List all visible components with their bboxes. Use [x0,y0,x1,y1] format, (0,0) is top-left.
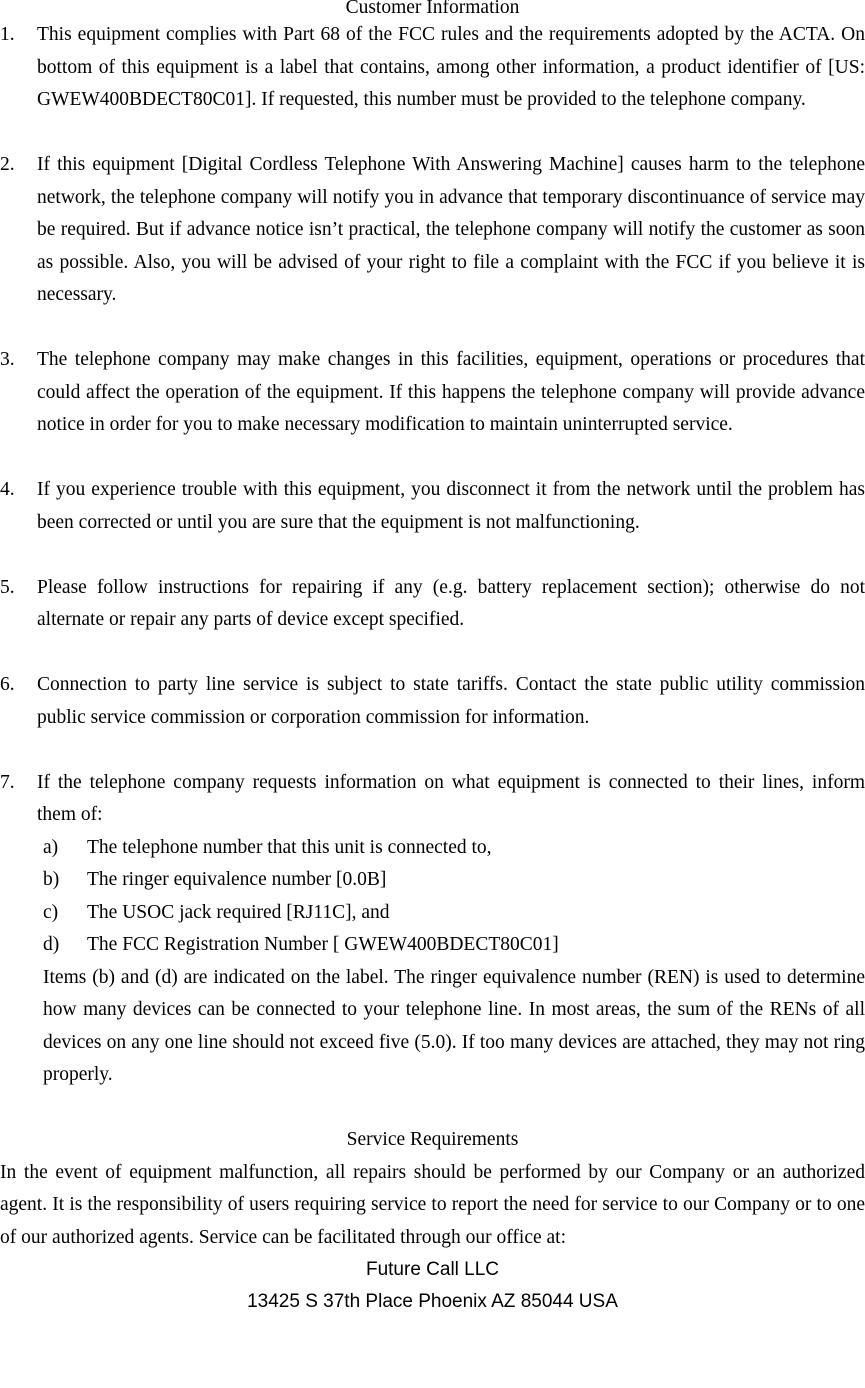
item-number: 5. [0,576,15,598]
contact-company: Future Call LLC [365,1259,500,1280]
sub-item-text: The telephone number that this unit is connected to, [87,836,492,858]
spacer [0,539,865,572]
section-title: Service Requirements [346,1129,519,1150]
spacer [0,117,865,150]
item-text: If the telephone company requests information on what equipment is connected to their lines, inform them of: [37,771,865,825]
item-number: 6. [0,674,15,695]
item-number: 7. [0,771,15,793]
sub-item-d [0,929,865,962]
spacer [0,734,865,767]
item-text: This equipment complies with Part 68 of the FCC rules and the requirements adopted by the ACTA. On bottom of this equipment is a label that contains, among other information, a product identifier of [US: GWEW400BDECT80C01]. If requested, this number must be provided to the telephone company. [37,24,865,110]
list-item-6 [0,669,865,734]
list-item-3 [0,344,865,442]
list-item-7 [0,767,865,832]
sub-item-a [0,832,865,865]
item-text: If you experience trouble with this equipment, you disconnect it from the network until the problem has been corrected or until you are sure that the equipment is not malfunctioning. [37,479,865,533]
item-text: Connection to party line service is subject to state tariffs. Contact the state public utility commission public service commission or corporation commission for information. [37,674,865,728]
item-number: 4. [0,479,15,500]
list-item-2 [0,149,865,312]
sub-item-b [0,864,865,897]
sub-item-letter: b) [43,869,60,890]
spacer [0,312,865,345]
spacer [0,1092,865,1125]
list-item-5 [0,572,865,637]
list-item-1 [0,19,865,117]
ren-note: Items (b) and (d) are indicated on the label. The ringer equivalence number (REN) is used to determine how many devices can be connected to your telephone line. In most areas, the sum of the RENs of all devices on any one line should not exceed five (5.0). If too many devices are attached, they may not ring properly. [43,966,865,1085]
sub-item-text: The USOC jack required [RJ11C], and [87,901,390,923]
sub-item-letter: c) [43,901,59,923]
service-paragraph: In the event of equipment malfunction, all repairs should be performed by our Company or an authorized agent. It is the responsibility of users requiring service to report the need for service to our Company or to one of our authorized agents. Service can be facilitated through our office at: [0,1161,865,1248]
sub-item-text: The FCC Registration Number [ GWEW400BDECT80C01] [87,934,559,955]
spacer [0,637,865,670]
item-text: Please follow instructions for repairing if any (e.g. battery replacement section); otherwise do not alternate or repair any parts of device except specified. [37,576,865,630]
item-text: If this equipment [Digital Cordless Telephone With Answering Machine] causes harm to the telephone network, the telephone company will notify you in advance that temporary discontinuance of service may be required. But if advance notice isn’t practical, the telephone company will notify the customer as soon as possible. Also, you will be advised of your right to file a complaint with the FCC if you believe it is necessary. [37,154,865,305]
sub-item-letter: a) [43,836,59,858]
sub-item-letter: d) [43,934,60,955]
list-item-4 [0,474,865,539]
item-number: 3. [0,349,15,370]
sub-item-c [0,897,865,930]
contact-address: 13425 S 37th Place Phoenix AZ 85044 USA [247,1291,618,1312]
item-number: 2. [0,154,15,175]
item-text: The telephone company may make changes in this facilities, equipment, operations or procedures that could affect the operation of the equipment. If this happens the telephone company will provide advance notice in order for you to make necessary modification to maintain uninterrupted service. [37,349,865,435]
sub-item-text: The ringer equivalence number [0.0B] [87,869,387,890]
item-number: 1. [0,24,15,45]
spacer [0,442,865,475]
page-title: Customer Information [345,0,520,18]
